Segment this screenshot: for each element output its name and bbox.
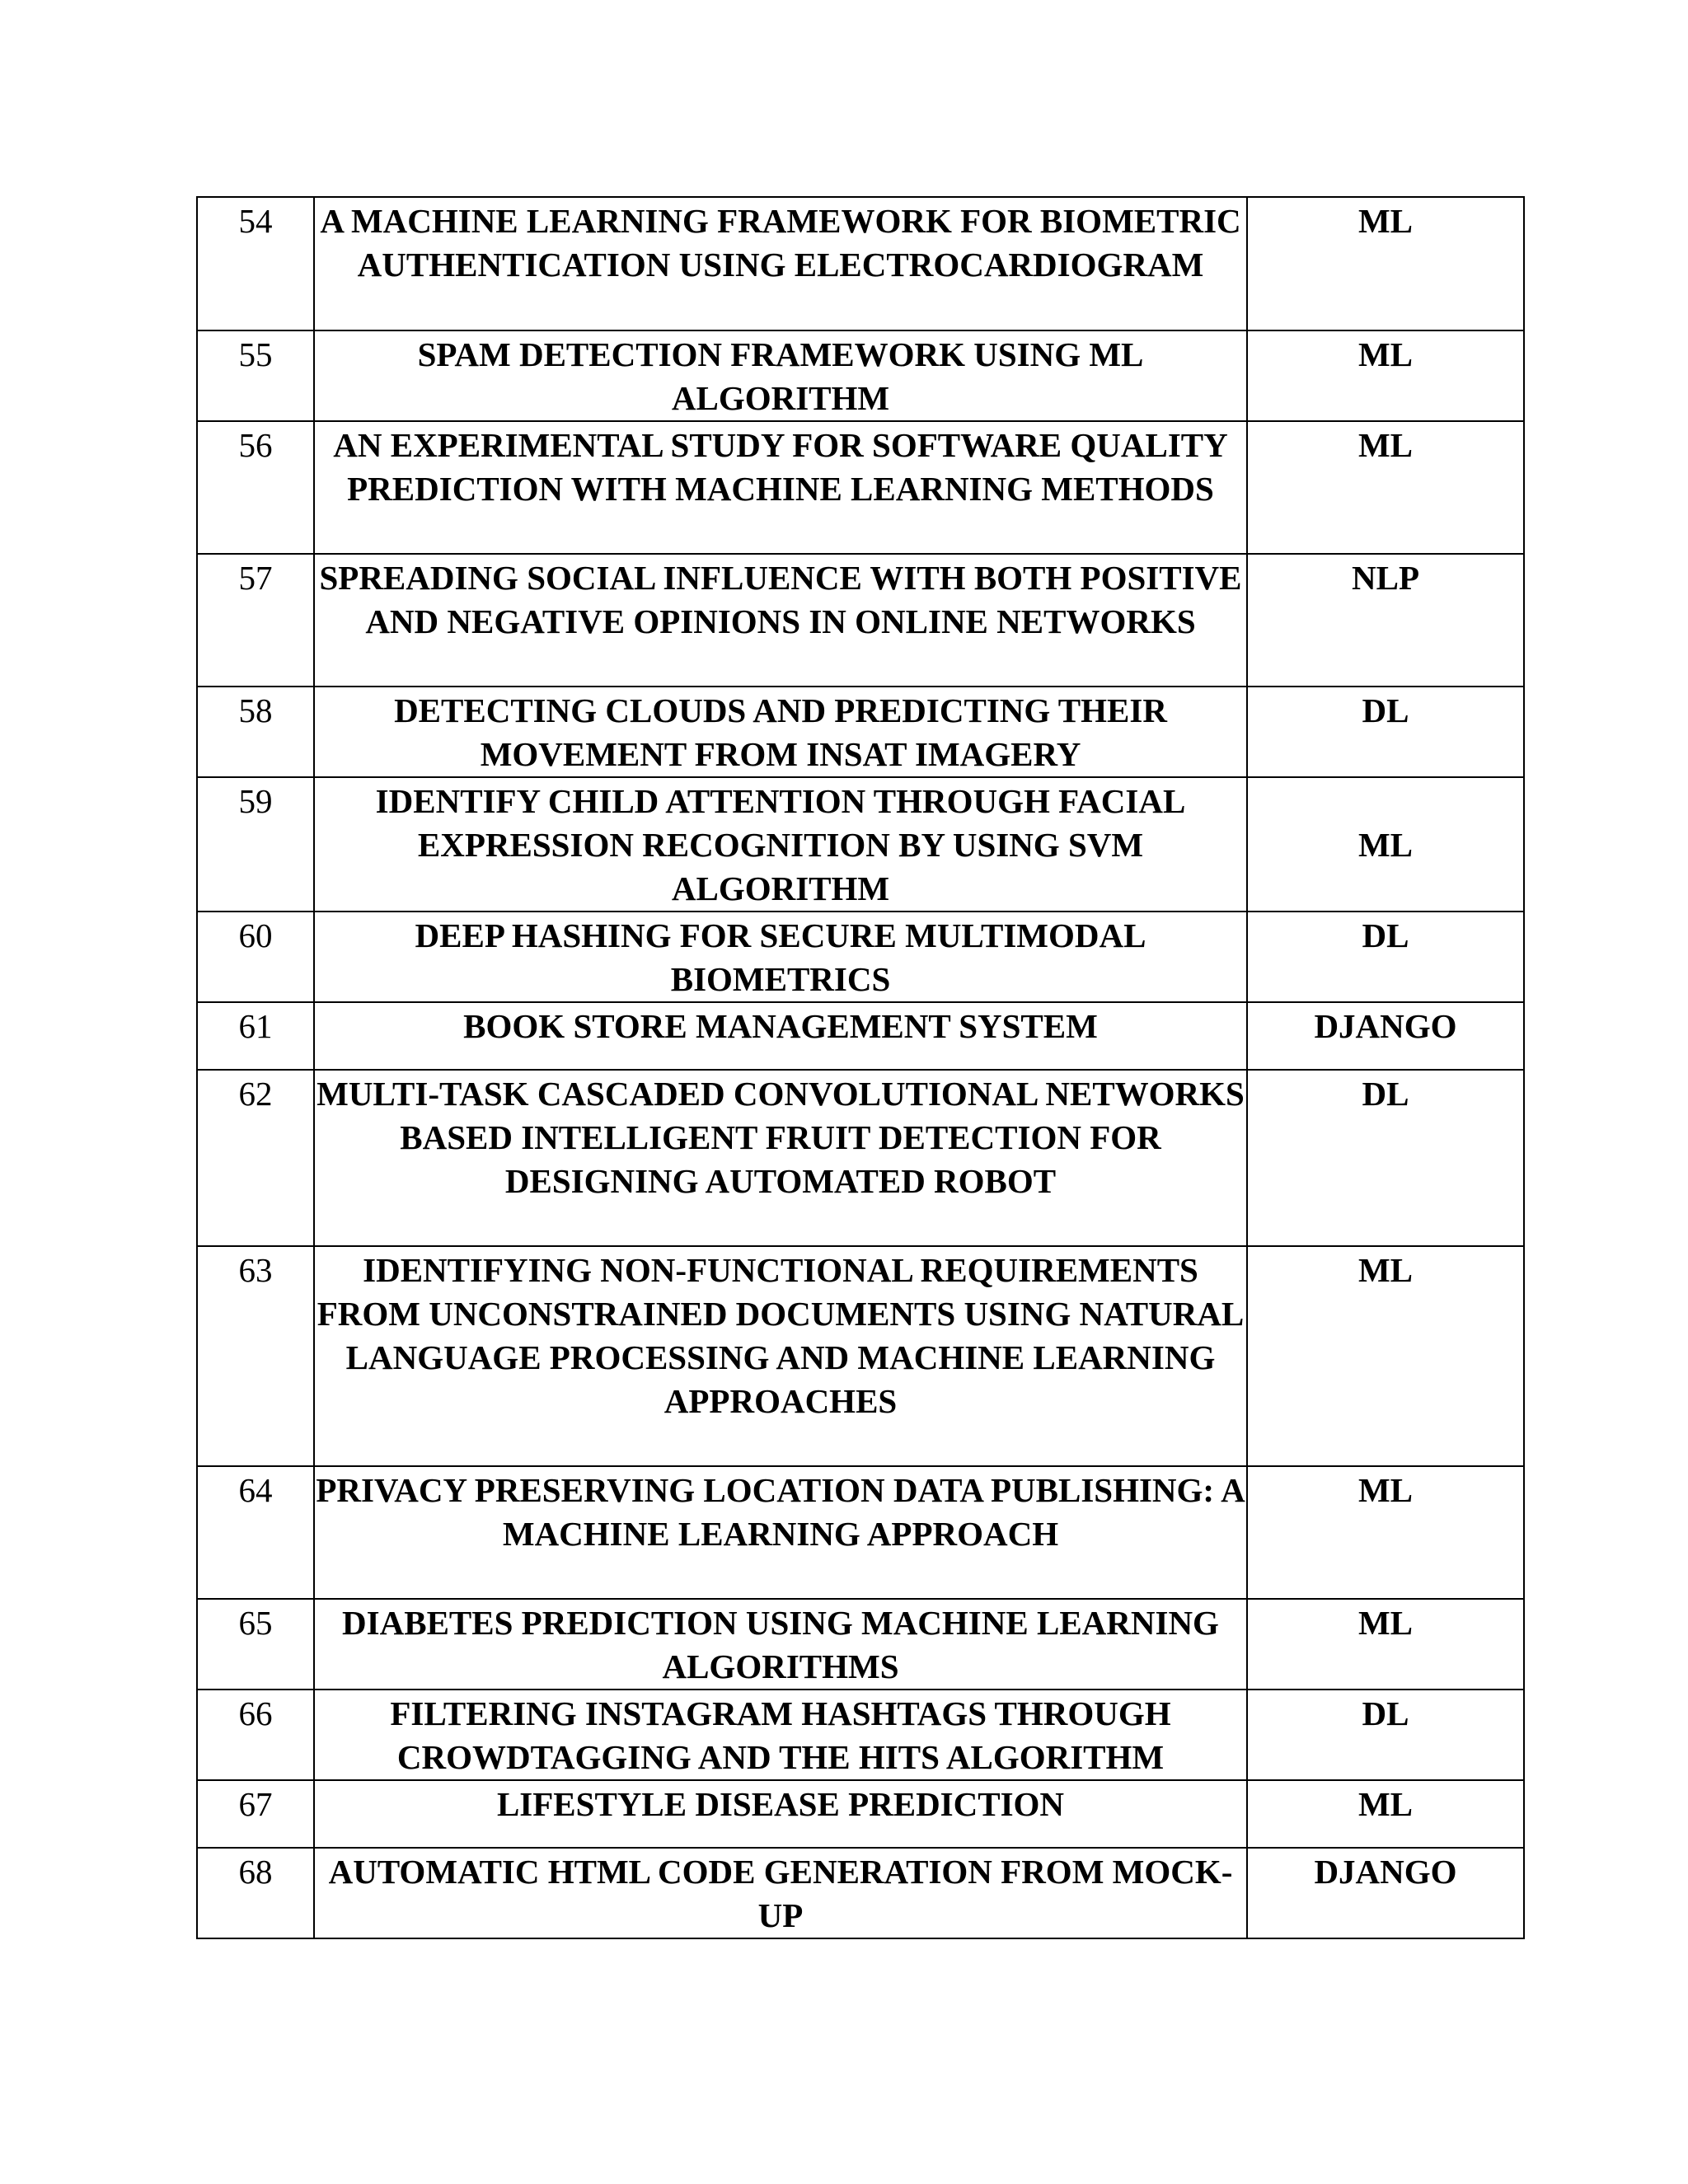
project-domain: ML xyxy=(1247,777,1524,912)
table-row xyxy=(197,1070,1524,1246)
table-row xyxy=(197,687,1524,777)
project-title: PRIVACY PRESERVING LOCATION DATA PUBLISHING: A MACHINE LEARNING APPROACH xyxy=(314,1466,1247,1599)
table-row xyxy=(197,1780,1524,1848)
row-number: 61 xyxy=(197,1002,314,1070)
row-number: 56 xyxy=(197,421,314,554)
row-number: 60 xyxy=(197,912,314,1002)
row-number: 66 xyxy=(197,1690,314,1780)
table-row xyxy=(197,197,1524,330)
project-domain: ML xyxy=(1247,1599,1524,1690)
project-domain: DL xyxy=(1247,912,1524,1002)
project-domain: ML xyxy=(1247,1466,1524,1599)
row-number: 63 xyxy=(197,1246,314,1466)
project-title: FILTERING INSTAGRAM HASHTAGS THROUGH CROWDTAGGING AND THE HITS ALGORITHM xyxy=(314,1690,1247,1780)
project-domain: ML xyxy=(1247,330,1524,421)
table-row xyxy=(197,1002,1524,1070)
project-domain: ML xyxy=(1247,1246,1524,1466)
project-title: AN EXPERIMENTAL STUDY FOR SOFTWARE QUALITY PREDICTION WITH MACHINE LEARNING METHODS xyxy=(314,421,1247,554)
row-number: 68 xyxy=(197,1848,314,1938)
table-row xyxy=(197,421,1524,554)
project-title: BOOK STORE MANAGEMENT SYSTEM xyxy=(314,1002,1247,1070)
project-title: SPAM DETECTION FRAMEWORK USING ML ALGORITHM xyxy=(314,330,1247,421)
table-row xyxy=(197,1848,1524,1938)
project-domain: ML xyxy=(1247,1780,1524,1848)
row-number: 67 xyxy=(197,1780,314,1848)
project-title: LIFESTYLE DISEASE PREDICTION xyxy=(314,1780,1247,1848)
project-title: DEEP HASHING FOR SECURE MULTIMODAL BIOMETRICS xyxy=(314,912,1247,1002)
row-number: 58 xyxy=(197,687,314,777)
project-domain: DJANGO xyxy=(1247,1848,1524,1938)
project-domain: DL xyxy=(1247,1690,1524,1780)
project-title: MULTI-TASK CASCADED CONVOLUTIONAL NETWORKS BASED INTELLIGENT FRUIT DETECTION FOR DESIGNING AUTOMATED ROBOT xyxy=(314,1070,1247,1246)
table-row xyxy=(197,1246,1524,1466)
row-number: 57 xyxy=(197,554,314,687)
row-number: 54 xyxy=(197,197,314,330)
project-title: IDENTIFYING NON-FUNCTIONAL REQUIREMENTS FROM UNCONSTRAINED DOCUMENTS USING NATURAL LANGUAGE PROCESSING AND MACHINE LEARNING APPROACHES xyxy=(314,1246,1247,1466)
project-title: DETECTING CLOUDS AND PREDICTING THEIR MOVEMENT FROM INSAT IMAGERY xyxy=(314,687,1247,777)
project-domain: NLP xyxy=(1247,554,1524,687)
project-domain: DL xyxy=(1247,1070,1524,1246)
project-title: IDENTIFY CHILD ATTENTION THROUGH FACIAL EXPRESSION RECOGNITION BY USING SVM ALGORITHM xyxy=(314,777,1247,912)
project-table xyxy=(196,196,1525,1939)
table-row xyxy=(197,912,1524,1002)
project-domain: ML xyxy=(1247,197,1524,330)
row-number: 62 xyxy=(197,1070,314,1246)
project-title: DIABETES PREDICTION USING MACHINE LEARNING ALGORITHMS xyxy=(314,1599,1247,1690)
table-row xyxy=(197,1690,1524,1780)
table-row xyxy=(197,330,1524,421)
table-row xyxy=(197,777,1524,912)
project-domain: DL xyxy=(1247,687,1524,777)
row-number: 59 xyxy=(197,777,314,912)
row-number: 65 xyxy=(197,1599,314,1690)
project-domain: DJANGO xyxy=(1247,1002,1524,1070)
project-domain: ML xyxy=(1247,421,1524,554)
row-number: 55 xyxy=(197,330,314,421)
project-title: SPREADING SOCIAL INFLUENCE WITH BOTH POSITIVE AND NEGATIVE OPINIONS IN ONLINE NETWORKS xyxy=(314,554,1247,687)
table-row xyxy=(197,1466,1524,1599)
row-number: 64 xyxy=(197,1466,314,1599)
project-title: AUTOMATIC HTML CODE GENERATION FROM MOCK-UP xyxy=(314,1848,1247,1938)
project-title: A MACHINE LEARNING FRAMEWORK FOR BIOMETRIC AUTHENTICATION USING ELECTROCARDIOGRAM xyxy=(314,197,1247,330)
table-row xyxy=(197,1599,1524,1690)
table-row xyxy=(197,554,1524,687)
